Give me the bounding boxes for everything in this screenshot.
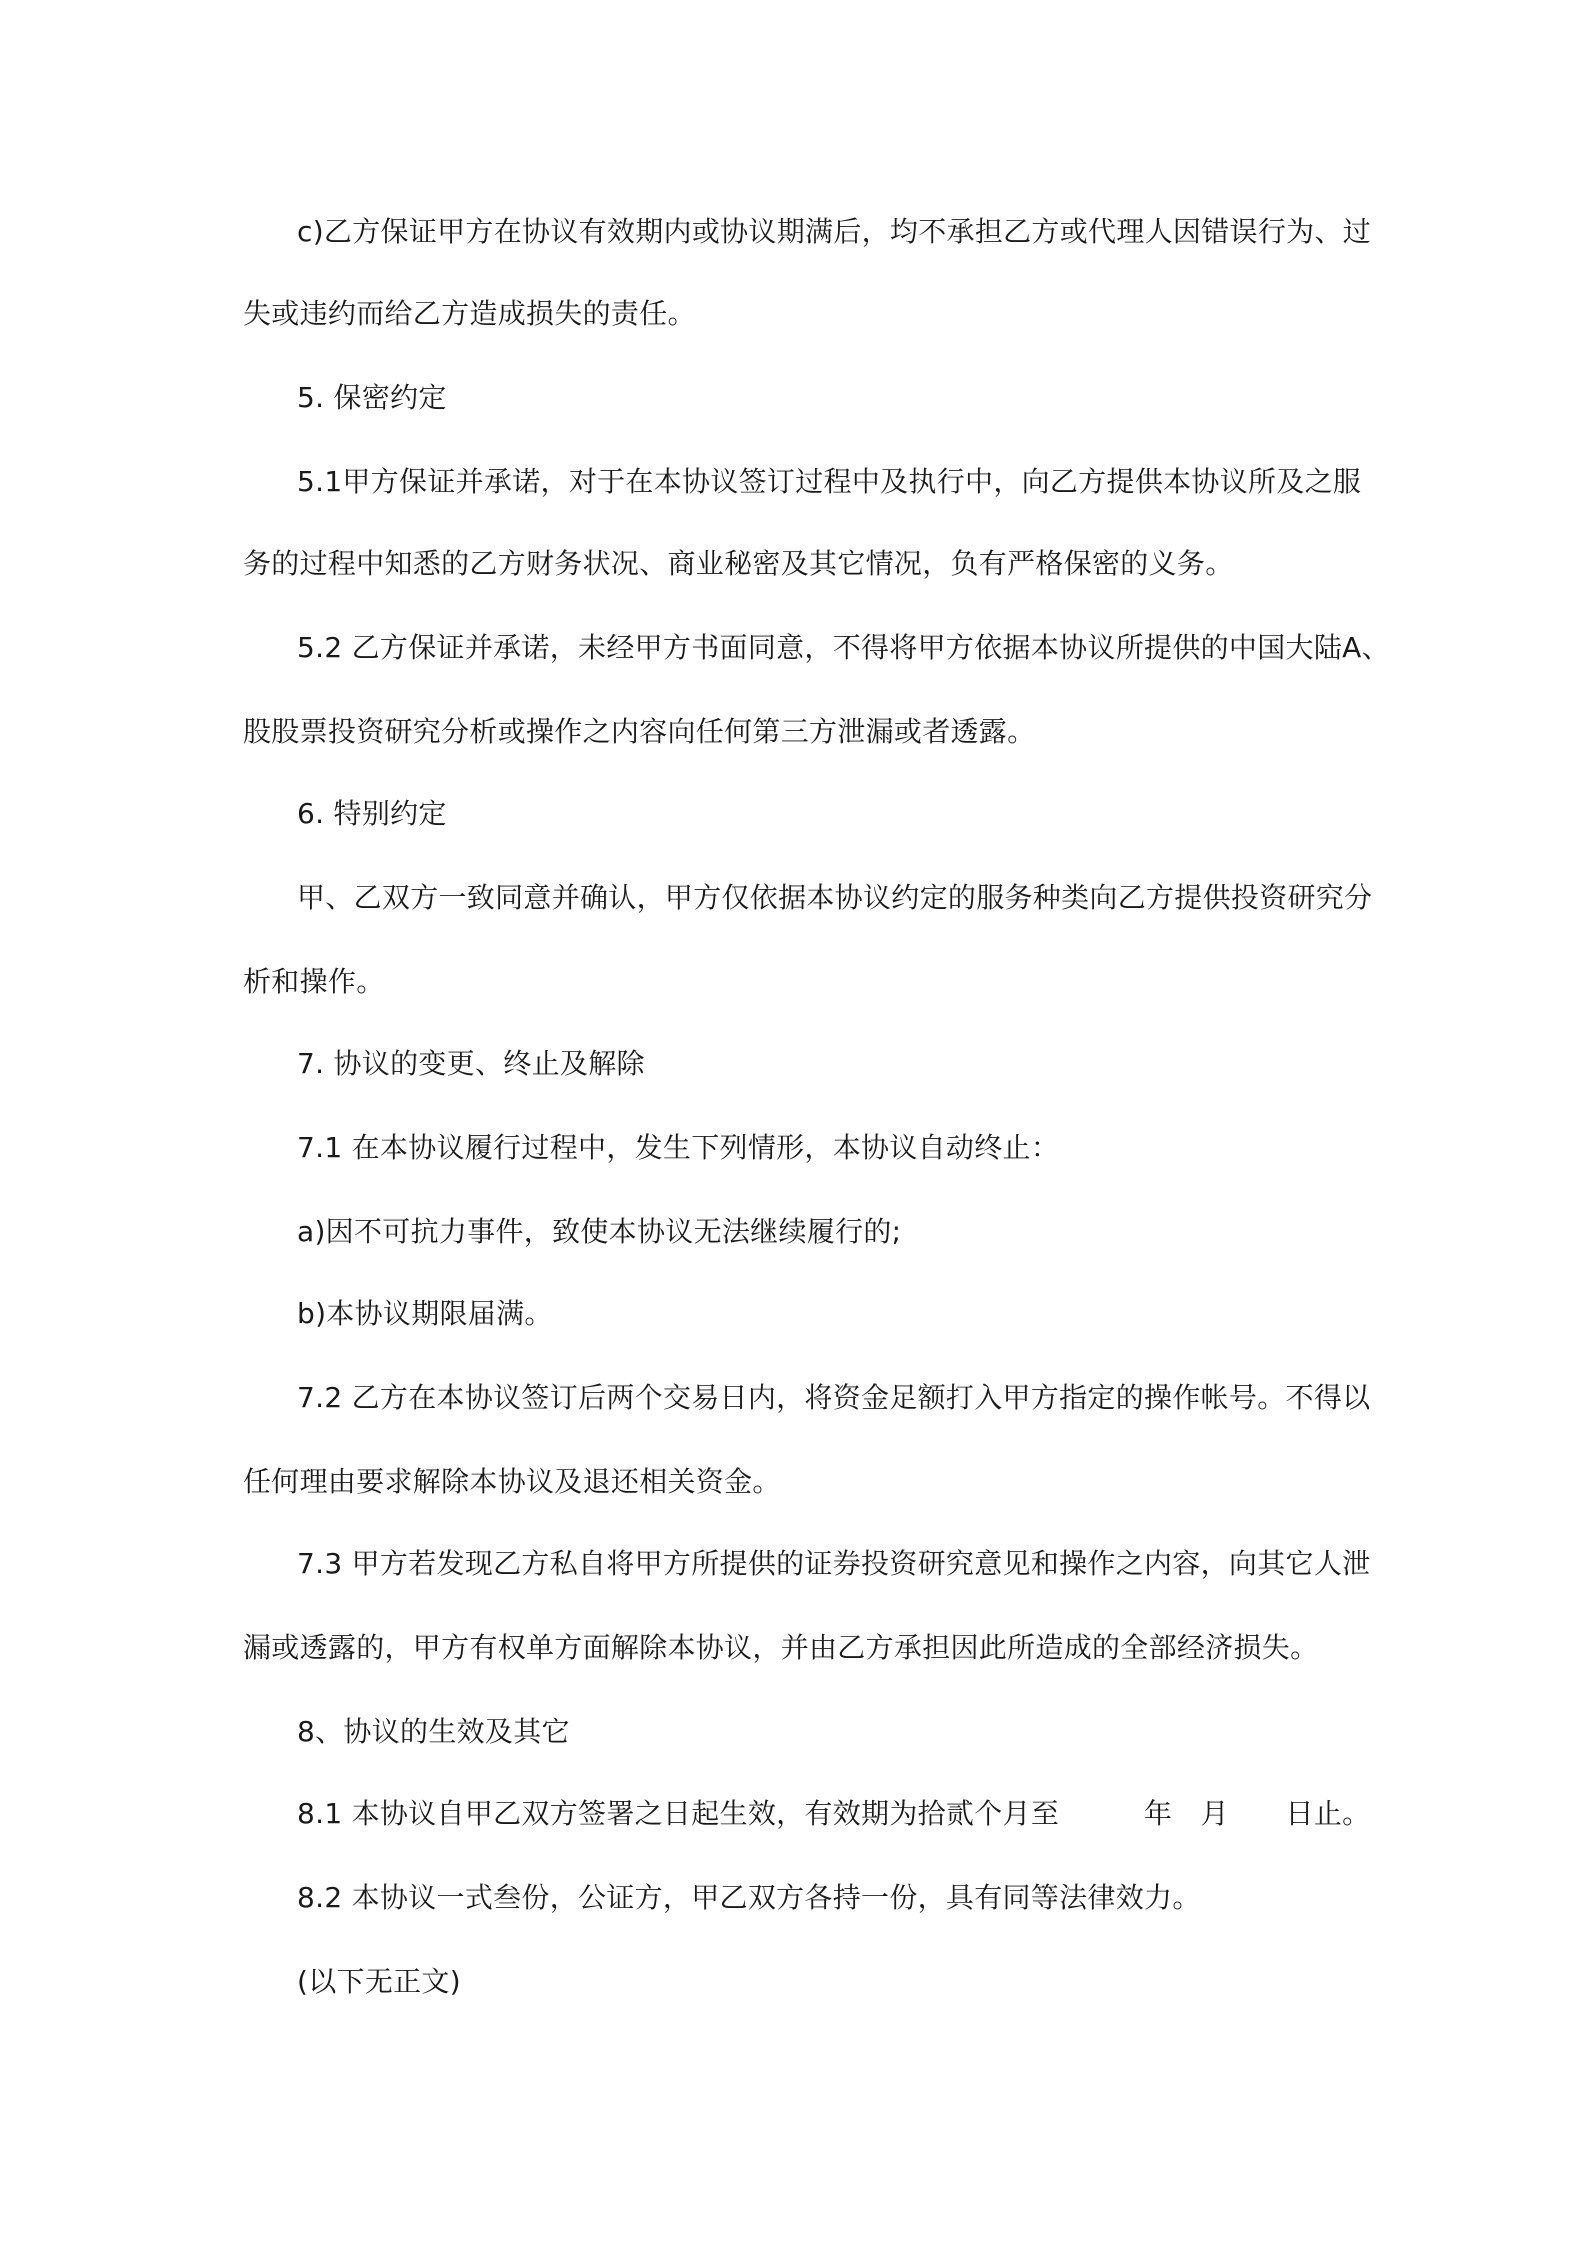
end-of-text-note: (以下无正文) — [297, 1965, 461, 1998]
clause-7-1a: a)因不可抗力事件，致使本协议无法继续履行的; — [297, 1215, 902, 1248]
clause-5-1-line-2: 务的过程中知悉的乙方财务状况、商业秘密及其它情况，负有严格保密的义务。 — [243, 547, 1234, 580]
clause-7-2-line-2: 任何理由要求解除本协议及退还相关资金。 — [243, 1465, 781, 1498]
section-7-heading: 7. 协议的变更、终止及解除 — [297, 1047, 645, 1080]
clause-7-2-line-1: 7.2 乙方在本协议签订后两个交易日内，将资金足额打入甲方指定的操作帐号。不得以 — [297, 1381, 1371, 1414]
section-5-heading: 5. 保密约定 — [297, 381, 447, 414]
clause-5-2-line-2: 股股票投资研究分析或操作之内容向任何第三方泄漏或者透露。 — [243, 715, 1036, 748]
clause-7-1: 7.1 在本协议履行过程中，发生下列情形，本协议自动终止： — [297, 1131, 1060, 1164]
clause-7-1b: b)本协议期限届满。 — [297, 1297, 553, 1330]
clause-4c-line-1: c)乙方保证甲方在协议有效期内或协议期满后，均不承担乙方或代理人因错误行为、过 — [297, 215, 1372, 248]
section-8-heading: 8、协议的生效及其它 — [297, 1715, 570, 1748]
clause-5-1-line-1: 5.1甲方保证并承诺，对于在本协议签订过程中及执行中，向乙方提供本协议所及之服 — [297, 465, 1362, 498]
section-6-heading: 6. 特别约定 — [297, 797, 447, 830]
clause-4c-line-2: 失或违约而给乙方造成损失的责任。 — [243, 297, 696, 330]
clause-8-1: 8.1 本协议自甲乙双方签署之日起生效，有效期为拾贰个月至 年 月 日止。 — [297, 1797, 1371, 1830]
clause-6-line-1: 甲、乙双方一致同意并确认，甲方仅依据本协议约定的服务种类向乙方提供投资研究分 — [297, 881, 1373, 914]
clause-5-2-line-1: 5.2 乙方保证并承诺，未经甲方书面同意，不得将甲方依据本协议所提供的中国大陆A、 — [297, 631, 1390, 664]
clause-7-3-line-1: 7.3 甲方若发现乙方私自将甲方所提供的证券投资研究意见和操作之内容，向其它人泄 — [297, 1547, 1371, 1580]
clause-7-3-line-2: 漏或透露的，甲方有权单方面解除本协议，并由乙方承担因此所造成的全部经济损失。 — [243, 1631, 1319, 1664]
clause-6-line-2: 析和操作。 — [243, 965, 385, 998]
clause-8-2: 8.2 本协议一式叁份，公证方，甲乙双方各持一份，具有同等法律效力。 — [297, 1881, 1201, 1914]
